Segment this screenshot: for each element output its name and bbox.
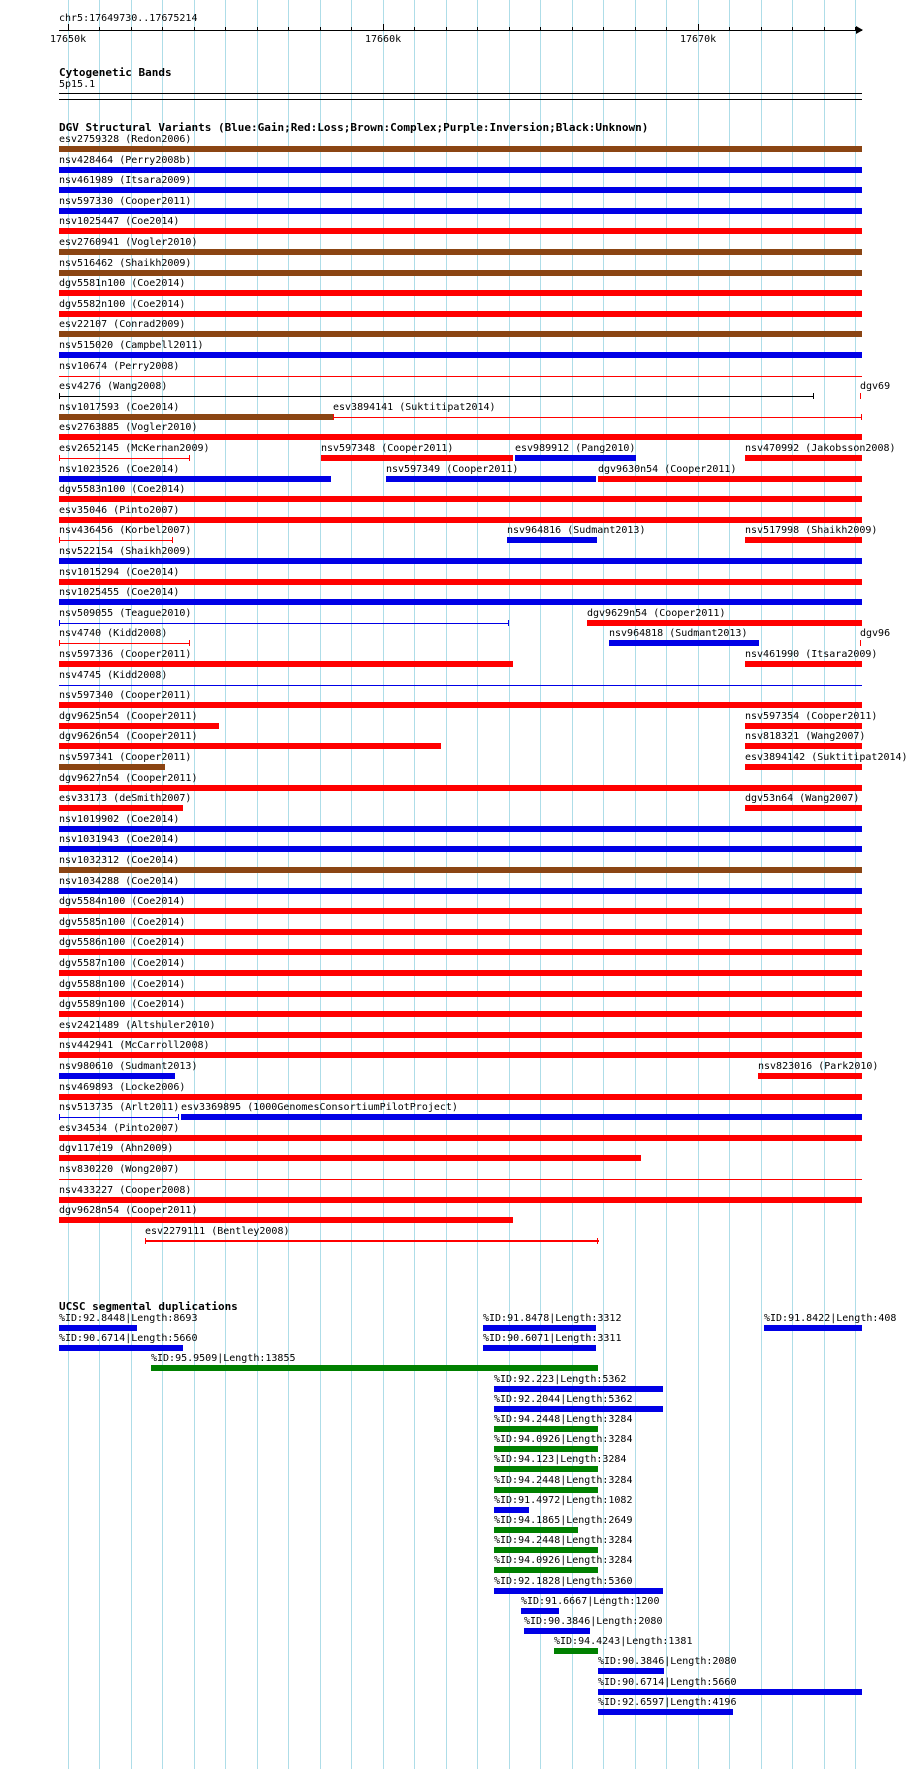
dgv-feature-label[interactable]: esv35046 (Pinto2007) <box>59 504 180 516</box>
dgv-feature-label[interactable]: dgv5585n100 (Coe2014) <box>59 916 186 928</box>
guide-line <box>792 0 793 1769</box>
dgv-feature-label[interactable]: nsv1025447 (Coe2014) <box>59 216 180 228</box>
dgv-feature-label[interactable]: nsv1019902 (Coe2014) <box>59 813 180 825</box>
dgv-feature-bar[interactable] <box>59 1135 862 1141</box>
segdup-feature-bar[interactable] <box>598 1668 664 1674</box>
dgv-feature-bar[interactable] <box>59 1011 862 1017</box>
dgv-feature-bar[interactable] <box>59 1155 641 1161</box>
dgv-feature-bar[interactable] <box>321 455 513 461</box>
segdup-feature-label[interactable]: %ID:94.2448|Length:3284 <box>494 1474 633 1486</box>
segdup-feature-label[interactable]: %ID:92.2044|Length:5362 <box>494 1393 633 1405</box>
segdup-feature-label[interactable]: %ID:94.2448|Length:3284 <box>494 1414 633 1425</box>
segdup-feature-bar[interactable] <box>494 1426 598 1432</box>
dgv-feature-label[interactable]: dgv69 <box>860 381 891 393</box>
dgv-feature-bar[interactable] <box>59 661 513 667</box>
ruler-tick-label: 17670k <box>680 34 717 45</box>
cytoband-label: 5p15.1 <box>59 79 96 90</box>
ruler-tick <box>698 24 699 31</box>
dgv-feature-label[interactable]: nsv597341 (Cooper2011) <box>59 752 192 763</box>
dgv-feature-end-tick <box>59 620 60 626</box>
dgv-feature-end-tick <box>861 414 862 420</box>
ruler-tick <box>320 27 321 31</box>
dgv-feature-label[interactable]: nsv818321 (Wang2007) <box>745 731 866 743</box>
dgv-feature-label[interactable]: dgv9626n54 (Cooper2011) <box>59 731 198 743</box>
dgv-feature-label[interactable]: nsv1025455 (Coe2014) <box>59 587 180 599</box>
segdup-feature-label[interactable]: %ID:94.0926|Length:3284 <box>494 1555 633 1567</box>
guide-line <box>824 0 825 1769</box>
dgv-feature-label[interactable]: esv3894141 (Suktitipat2014) <box>333 401 496 413</box>
dgv-feature-bar[interactable] <box>386 476 596 482</box>
dgv-feature-label[interactable]: nsv830220 (Wong2007) <box>59 1164 180 1175</box>
dgv-feature-end-tick <box>508 620 509 626</box>
dgv-feature-label[interactable]: dgv9630n54 (Cooper2011) <box>598 463 737 475</box>
dgv-feature-bar[interactable] <box>59 867 862 873</box>
ruler-tick <box>540 27 541 31</box>
dgv-feature-label[interactable]: nsv1031943 (Coe2014) <box>59 834 180 846</box>
dgv-feature-label[interactable]: nsv597348 (Cooper2011) <box>321 443 454 454</box>
dgv-feature-line[interactable] <box>59 685 862 686</box>
dgv-feature-bar[interactable] <box>59 888 862 894</box>
dgv-feature-bar[interactable] <box>758 1073 862 1079</box>
dgv-feature-bar[interactable] <box>59 1094 862 1100</box>
dgv-feature-label[interactable]: nsv597330 (Cooper2011) <box>59 195 192 207</box>
segdup-feature-bar[interactable] <box>598 1709 733 1715</box>
segdup-feature-bar[interactable] <box>483 1345 596 1351</box>
segdup-feature-label[interactable]: %ID:90.3846|Length:2080 <box>524 1616 663 1627</box>
dgv-feature-label[interactable]: nsv964816 (Sudmant2013) <box>507 525 646 537</box>
ruler-tick <box>572 27 573 31</box>
ruler-tick-label: 17660k <box>365 34 402 45</box>
segdup-feature-label[interactable]: %ID:94.123|Length:3284 <box>494 1454 627 1466</box>
dgv-feature-label[interactable]: nsv980610 (Sudmant2013) <box>59 1061 198 1072</box>
dgv-feature-label[interactable]: esv4276 (Wang2008) <box>59 381 168 393</box>
dgv-feature-label[interactable]: nsv1032312 (Coe2014) <box>59 855 180 866</box>
dgv-feature-bar[interactable] <box>59 331 862 337</box>
guide-line <box>477 0 478 1769</box>
dgv-feature-bar[interactable] <box>745 537 862 543</box>
segdup-feature-bar[interactable] <box>494 1406 663 1412</box>
dgv-feature-bar[interactable] <box>59 414 333 420</box>
guide-line <box>729 0 730 1769</box>
dgv-feature-line[interactable] <box>333 417 862 418</box>
guide-line <box>257 0 258 1769</box>
dgv-feature-line[interactable] <box>59 643 190 644</box>
dgv-feature-bar[interactable] <box>59 208 862 214</box>
dgv-feature-label[interactable]: dgv5587n100 (Coe2014) <box>59 958 186 969</box>
segdup-feature-bar[interactable] <box>494 1588 663 1594</box>
guide-line <box>225 0 226 1769</box>
segdup-feature-bar[interactable] <box>494 1386 663 1392</box>
ruler-tick <box>288 27 289 31</box>
dgv-feature-end-tick <box>59 537 60 543</box>
dgv-feature-bar[interactable] <box>745 805 862 811</box>
segdup-feature-label[interactable]: %ID:94.2448|Length:3284 <box>494 1535 633 1547</box>
dgv-feature-bar[interactable] <box>145 1240 599 1242</box>
guide-line <box>761 0 762 1769</box>
ruler-tick <box>162 27 163 31</box>
ruler-tick <box>414 27 415 31</box>
dgv-feature-bar[interactable] <box>59 1197 862 1203</box>
dgv-feature-label[interactable]: dgv5582n100 (Coe2014) <box>59 298 186 310</box>
dgv-feature-label[interactable]: esv3369895 (1000GenomesConsortiumPilotProject) <box>181 1102 458 1114</box>
dgv-feature-line[interactable] <box>59 540 173 541</box>
segdup-feature-bar[interactable] <box>59 1325 137 1331</box>
segdup-feature-label[interactable]: %ID:92.1828|Length:5360 <box>494 1575 633 1587</box>
dgv-feature-end-tick <box>333 414 334 420</box>
ruler-tick <box>761 27 762 31</box>
segdup-feature-bar[interactable] <box>494 1487 598 1493</box>
segdup-feature-label[interactable]: %ID:91.8422|Length:408 <box>764 1313 897 1324</box>
dgv-feature-label[interactable]: esv2279111 (Bentley2008) <box>145 1225 290 1237</box>
dgv-feature-label[interactable]: nsv522154 (Shaikh2009) <box>59 546 192 557</box>
dgv-feature-line[interactable] <box>59 396 814 397</box>
dgv-feature-label[interactable]: nsv433227 (Cooper2008) <box>59 1184 192 1196</box>
segdup-feature-bar[interactable] <box>483 1325 596 1331</box>
dgv-feature-label[interactable]: nsv509055 (Teague2010) <box>59 607 192 619</box>
dgv-feature-bar[interactable] <box>745 455 862 461</box>
segdup-feature-bar[interactable] <box>494 1547 598 1553</box>
dgv-feature-label[interactable]: nsv1034288 (Coe2014) <box>59 875 180 887</box>
dgv-feature-end-tick <box>59 393 60 399</box>
dgv-feature-label[interactable]: nsv428464 (Perry2008b) <box>59 154 192 166</box>
dgv-feature-label[interactable]: nsv964818 (Sudmant2013) <box>609 628 748 640</box>
segdup-feature-label[interactable]: %ID:94.1865|Length:2649 <box>494 1515 633 1526</box>
ruler-tick <box>509 27 510 31</box>
dgv-feature-bar[interactable] <box>745 743 862 749</box>
segdup-feature-label[interactable]: %ID:95.9509|Length:13855 <box>151 1353 296 1365</box>
ruler-tick <box>194 27 195 31</box>
dgv-feature-label[interactable]: nsv597354 (Cooper2011) <box>745 710 878 722</box>
dgv-feature-bar[interactable] <box>59 434 862 440</box>
dgv-feature-bar[interactable] <box>59 599 862 605</box>
dgv-feature-label[interactable]: nsv597349 (Cooper2011) <box>386 463 519 475</box>
dgv-feature-bar[interactable] <box>59 290 862 296</box>
dgv-feature-label[interactable]: nsv461990 (Itsara2009) <box>745 649 878 660</box>
ruler-tick <box>855 27 856 31</box>
dgv-feature-end-tick <box>189 640 190 646</box>
ruler-tick <box>446 27 447 31</box>
dgv-feature-bar[interactable] <box>745 661 862 667</box>
guide-line <box>414 0 415 1769</box>
dgv-feature-label[interactable]: esv2760941 (Vogler2010) <box>59 237 198 248</box>
dgv-feature-bar[interactable] <box>59 949 862 955</box>
segdup-feature-bar[interactable] <box>494 1527 578 1533</box>
dgv-feature-bar[interactable] <box>59 270 862 276</box>
segdup-feature-label[interactable]: %ID:90.6714|Length:5660 <box>598 1676 737 1688</box>
segdup-feature-label[interactable]: %ID:94.4243|Length:1381 <box>554 1636 693 1648</box>
ruler-tick <box>729 27 730 31</box>
dgv-feature-label[interactable]: esv3894142 (Suktitipat2014) <box>745 752 908 763</box>
ruler-tick <box>131 27 132 31</box>
dgv-feature-bar[interactable] <box>59 929 862 935</box>
dgv-track-title[interactable]: DGV Structural Variants (Blue:Gain;Red:Loss;Brown:Complex;Purple:Inversion;Black:Unknown) <box>59 121 649 134</box>
guide-line <box>446 0 447 1769</box>
dgv-feature-label[interactable]: nsv10674 (Perry2008) <box>59 360 180 372</box>
ruler-tick <box>635 27 636 31</box>
dgv-feature-label[interactable]: esv33173 (deSmith2007) <box>59 793 192 805</box>
dgv-feature-bar[interactable] <box>59 908 862 914</box>
dgv-feature-bar[interactable] <box>59 146 862 152</box>
dgv-feature-bar[interactable] <box>745 764 862 770</box>
dgv-feature-bar[interactable] <box>59 579 862 585</box>
dgv-feature-end-tick <box>172 537 173 543</box>
guide-line <box>194 0 195 1769</box>
dgv-feature-label[interactable]: esv2763885 (Vogler2010) <box>59 422 198 434</box>
dgv-feature-label[interactable]: dgv53n64 (Wang2007) <box>745 793 860 805</box>
segdup-feature-label[interactable]: %ID:90.3846|Length:2080 <box>598 1656 737 1668</box>
dgv-feature-label[interactable]: dgv5589n100 (Coe2014) <box>59 999 186 1011</box>
dgv-feature-bar[interactable] <box>515 455 636 461</box>
dgv-feature-label[interactable]: esv2421489 (Altshuler2010) <box>59 1019 216 1031</box>
segdup-feature-label[interactable]: %ID:91.4972|Length:1082 <box>494 1494 633 1506</box>
dgv-feature-line[interactable] <box>59 1117 179 1118</box>
guide-line <box>288 0 289 1769</box>
dgv-feature-bar[interactable] <box>59 702 862 708</box>
dgv-feature-label[interactable]: dgv9627n54 (Cooper2011) <box>59 772 198 784</box>
dgv-feature-label[interactable]: nsv513735 (Arlt2011) <box>59 1102 180 1114</box>
dgv-feature-label[interactable]: dgv9628n54 (Cooper2011) <box>59 1205 198 1217</box>
dgv-feature-label[interactable]: nsv461989 (Itsara2009) <box>59 175 192 187</box>
segdup-feature-label[interactable]: %ID:92.223|Length:5362 <box>494 1373 627 1385</box>
ruler-tick <box>477 27 478 31</box>
dgv-feature-label[interactable]: dgv117e19 (Ahn2009) <box>59 1143 174 1155</box>
dgv-feature-label[interactable]: esv989912 (Pang2010) <box>515 443 636 454</box>
dgv-feature-line[interactable] <box>59 623 509 624</box>
dgv-feature-bar[interactable] <box>59 723 219 729</box>
dgv-feature-end-tick <box>59 1114 60 1120</box>
dgv-feature-label[interactable]: nsv470992 (Jakobsson2008) <box>745 443 896 454</box>
dgv-feature-bar[interactable] <box>59 517 862 523</box>
segdup-track-title[interactable]: UCSC segmental duplications <box>59 1300 238 1313</box>
dgv-feature-label[interactable]: dgv9629n54 (Cooper2011) <box>587 607 726 619</box>
segdup-feature-bar[interactable] <box>494 1466 598 1472</box>
dgv-feature-label[interactable]: nsv597340 (Cooper2011) <box>59 690 192 702</box>
dgv-feature-line[interactable] <box>59 1179 862 1180</box>
dgv-feature-label[interactable]: nsv4740 (Kidd2008) <box>59 628 168 640</box>
dgv-feature-label[interactable]: dgv5586n100 (Coe2014) <box>59 937 186 949</box>
dgv-feature-end-tick <box>178 1114 179 1120</box>
dgv-feature-label[interactable]: nsv442941 (McCarroll2008) <box>59 1040 210 1052</box>
dgv-feature-bar[interactable] <box>59 846 862 852</box>
dgv-feature-bar[interactable] <box>59 187 862 193</box>
dgv-feature-line[interactable] <box>59 458 190 459</box>
dgv-feature-label[interactable]: dgv5588n100 (Coe2014) <box>59 978 186 990</box>
dgv-feature-bar[interactable] <box>745 723 862 729</box>
cytoband-bar-bottom <box>59 99 862 100</box>
segdup-feature-label[interactable]: %ID:90.6714|Length:5660 <box>59 1333 198 1345</box>
ruler-tick-label: 17650k <box>50 34 87 45</box>
cytoband-bar-top <box>59 93 862 94</box>
dgv-feature-bar[interactable] <box>181 1114 862 1120</box>
dgv-feature-label[interactable]: dgv5583n100 (Coe2014) <box>59 484 186 496</box>
dgv-feature-tick[interactable] <box>860 393 861 399</box>
segdup-feature-label[interactable]: %ID:91.8478|Length:3312 <box>483 1313 622 1324</box>
dgv-feature-end-tick <box>59 640 60 646</box>
dgv-feature-bar[interactable] <box>598 476 862 482</box>
dgv-feature-label[interactable]: nsv4745 (Kidd2008) <box>59 669 168 681</box>
segdup-feature-bar[interactable] <box>598 1689 862 1695</box>
dgv-feature-label[interactable]: esv34534 (Pinto2007) <box>59 1122 180 1134</box>
ruler-axis[interactable] <box>59 30 862 31</box>
dgv-feature-bar[interactable] <box>59 785 862 791</box>
dgv-feature-bar[interactable] <box>59 558 862 564</box>
ruler-tick <box>99 27 100 31</box>
dgv-feature-end-tick <box>813 393 814 399</box>
dgv-feature-label[interactable]: nsv1017593 (Coe2014) <box>59 401 180 413</box>
segdup-feature-label[interactable]: %ID:92.8448|Length:8693 <box>59 1313 198 1324</box>
dgv-feature-label[interactable]: esv22107 (Conrad2009) <box>59 319 186 331</box>
dgv-feature-bar[interactable] <box>59 1052 862 1058</box>
segdup-feature-bar[interactable] <box>554 1648 598 1654</box>
dgv-feature-label[interactable]: nsv517998 (Shaikh2009) <box>745 525 878 537</box>
dgv-feature-bar[interactable] <box>59 249 862 255</box>
ruler-tick <box>603 27 604 31</box>
dgv-feature-bar[interactable] <box>59 743 441 749</box>
segdup-feature-bar[interactable] <box>521 1608 559 1614</box>
segdup-feature-bar[interactable] <box>59 1345 183 1351</box>
ruler-tick <box>257 27 258 31</box>
dgv-feature-label[interactable]: nsv469893 (Locke2006) <box>59 1081 186 1093</box>
dgv-feature-bar[interactable] <box>609 640 759 646</box>
guide-line <box>666 0 667 1769</box>
dgv-feature-bar[interactable] <box>59 764 165 770</box>
dgv-feature-label[interactable]: nsv516462 (Shaikh2009) <box>59 257 192 269</box>
segdup-feature-bar[interactable] <box>764 1325 862 1331</box>
segdup-feature-bar[interactable] <box>494 1446 598 1452</box>
segdup-feature-label[interactable]: %ID:94.0926|Length:3284 <box>494 1434 633 1446</box>
ruler-tick <box>225 27 226 31</box>
guide-line <box>855 0 856 1769</box>
dgv-feature-end-tick <box>189 455 190 461</box>
dgv-feature-label[interactable]: nsv515020 (Campbell2011) <box>59 340 204 351</box>
dgv-feature-label[interactable]: nsv1023526 (Coe2014) <box>59 463 180 475</box>
dgv-feature-label[interactable]: esv2652145 (McKernan2009) <box>59 443 210 454</box>
dgv-feature-bar[interactable] <box>59 991 862 997</box>
dgv-feature-bar[interactable] <box>59 1217 513 1223</box>
dgv-feature-end-tick <box>145 1238 146 1244</box>
dgv-feature-bar[interactable] <box>59 476 331 482</box>
dgv-feature-label[interactable]: dgv96 <box>860 628 891 640</box>
segdup-feature-bar[interactable] <box>524 1628 590 1634</box>
dgv-feature-label[interactable]: nsv823016 (Park2010) <box>758 1061 879 1072</box>
dgv-feature-end-tick <box>597 1238 598 1244</box>
dgv-feature-bar[interactable] <box>59 1032 862 1038</box>
segdup-feature-bar[interactable] <box>494 1567 598 1573</box>
dgv-feature-label[interactable]: esv2759328 (Redon2006) <box>59 134 192 145</box>
dgv-feature-label[interactable]: dgv5581n100 (Coe2014) <box>59 278 186 290</box>
cytoband-track-title[interactable]: Cytogenetic Bands <box>59 66 172 79</box>
guide-line <box>320 0 321 1769</box>
ruler-position: chr5:17649730..17675214 <box>59 13 198 24</box>
ruler-tick <box>792 27 793 31</box>
dgv-feature-bar[interactable] <box>507 537 597 543</box>
ruler-tick <box>666 27 667 31</box>
ruler-tick <box>383 24 384 31</box>
dgv-feature-bar[interactable] <box>59 352 862 358</box>
ruler-arrow-head <box>856 26 863 34</box>
dgv-feature-bar[interactable] <box>59 167 862 173</box>
dgv-feature-bar[interactable] <box>587 620 862 626</box>
segdup-feature-label[interactable]: %ID:90.6071|Length:3311 <box>483 1333 622 1345</box>
dgv-feature-label[interactable]: dgv5584n100 (Coe2014) <box>59 896 186 908</box>
guide-line <box>383 0 384 1769</box>
dgv-feature-bar[interactable] <box>59 496 862 502</box>
dgv-feature-bar[interactable] <box>59 1073 175 1079</box>
ruler-tick <box>351 27 352 31</box>
guide-line <box>698 0 699 1769</box>
segdup-feature-label[interactable]: %ID:92.6597|Length:4196 <box>598 1696 737 1708</box>
ruler-tick <box>824 27 825 31</box>
dgv-feature-end-tick <box>59 455 60 461</box>
dgv-feature-bar[interactable] <box>59 311 862 317</box>
guide-line <box>351 0 352 1769</box>
dgv-feature-line[interactable] <box>59 376 862 377</box>
segdup-feature-label[interactable]: %ID:91.6667|Length:1200 <box>521 1595 660 1607</box>
dgv-feature-bar[interactable] <box>59 228 862 234</box>
segdup-feature-bar[interactable] <box>151 1365 598 1371</box>
guide-line <box>635 0 636 1769</box>
dgv-feature-bar[interactable] <box>59 826 862 832</box>
dgv-feature-bar[interactable] <box>59 970 862 976</box>
segdup-feature-bar[interactable] <box>494 1507 529 1513</box>
dgv-feature-tick[interactable] <box>860 640 861 646</box>
dgv-feature-label[interactable]: nsv436456 (Korbel2007) <box>59 525 192 537</box>
ruler-tick <box>68 24 69 31</box>
dgv-feature-label[interactable]: nsv597336 (Cooper2011) <box>59 649 192 660</box>
dgv-feature-label[interactable]: nsv1015294 (Coe2014) <box>59 566 180 578</box>
dgv-feature-bar[interactable] <box>59 805 183 811</box>
dgv-feature-label[interactable]: dgv9625n54 (Cooper2011) <box>59 710 198 722</box>
